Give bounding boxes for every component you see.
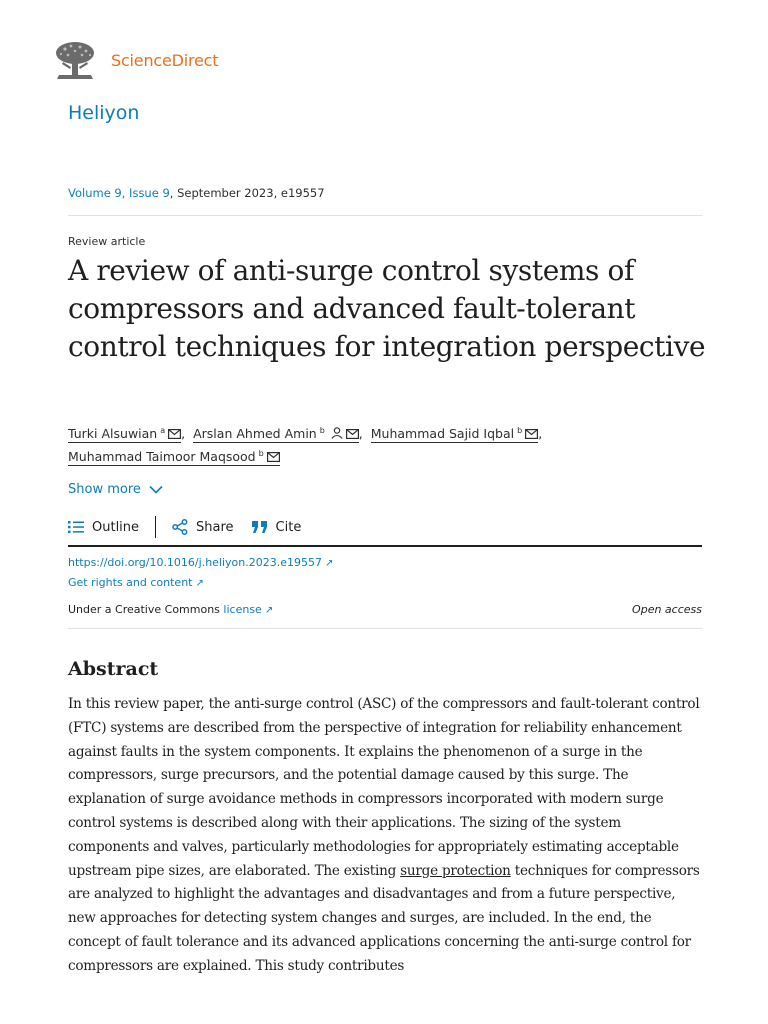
author-name: Muhammad Taimoor Maqsood (68, 449, 256, 465)
author-link[interactable] (68, 422, 181, 443)
cite-button[interactable] (252, 520, 302, 535)
external-link-icon: ↗ (195, 578, 204, 589)
abstract-heading: Abstract (68, 658, 159, 680)
mail-icon (346, 429, 359, 439)
abstract-text (68, 693, 704, 979)
author-link[interactable] (193, 422, 359, 443)
chevron-down-icon (149, 485, 163, 494)
site-header (53, 40, 218, 80)
license-prefix: Under a Creative Commons (68, 603, 224, 616)
volume-issue-link[interactable]: Volume 9, Issue 9 (68, 186, 170, 200)
rights-link[interactable] (68, 576, 204, 589)
show-more-button[interactable] (68, 482, 163, 497)
author-link[interactable] (68, 445, 280, 466)
quote-icon (252, 521, 268, 534)
sciencedirect-logo-text[interactable]: ScienceDirect (111, 50, 219, 70)
list-icon (68, 520, 84, 534)
divider (68, 628, 702, 629)
share-label: Share (196, 519, 234, 535)
share-button[interactable] (172, 519, 234, 535)
doi-text: https://doi.org/10.1016/j.heliyon.2023.e19557 (68, 556, 322, 569)
affiliation-sup: b (258, 449, 264, 459)
author-list (68, 422, 708, 468)
separator: , (181, 426, 186, 442)
affiliation-sup: a (160, 426, 166, 435)
toolbar-underline (68, 545, 702, 547)
issue-details: , September 2023, e19557 (169, 186, 325, 200)
journal-title-link[interactable]: Heliyon (68, 102, 140, 124)
share-icon (172, 519, 188, 535)
author-name: Turki Alsuwian (68, 426, 158, 442)
license-line (68, 603, 273, 616)
surge-protection-link[interactable]: surge protection (400, 862, 511, 879)
open-access-label: Open access (632, 603, 702, 616)
show-more-label: Show more (68, 482, 141, 497)
separator: , (358, 426, 363, 442)
license-text: license (223, 603, 262, 616)
author-name: Muhammad Sajid Iqbal (370, 426, 515, 442)
affiliation-sup: b (319, 426, 325, 435)
external-link-icon: ↗ (325, 558, 334, 569)
mail-icon (267, 452, 280, 462)
mail-icon (168, 429, 181, 439)
article-toolbar (68, 515, 301, 539)
author-link[interactable] (371, 422, 538, 443)
abstract-text-part: techniques for compressors are analyzed to highlight the advantages and disadvantages and from a future perspective, new approaches for detecting system changes and surges, are included. In the end, the concept of fault tolerance and its advanced applications concerning the anti-surge control for compressors are explained. This study contributes (68, 862, 700, 974)
author-name: Arslan Ahmed Amin (193, 426, 317, 442)
outline-label: Outline (92, 519, 140, 535)
article-type: Review article (68, 235, 146, 248)
doi-link[interactable] (68, 556, 333, 569)
abstract-text-part: In this review paper, the anti-surge control (ASC) of the compressors and fault-tolerant control (FTC) systems are described from the perspective of integration for reliability enhancement against faults in the system components. It explains the phenomenon of a surge in the compressors, surge precursors, and the potential damage caused by this surge. The explanation of surge avoidance methods in compressors incorporated with modern surge control systems is described along with their applications. The sizing of the system components and valves, particularly methodologies for appropriately estimating acceptable upstream pipe sizes, are elaborated. The existing (68, 696, 700, 879)
separator: , (538, 426, 543, 442)
mail-icon (525, 429, 538, 439)
cite-label: Cite (275, 519, 302, 535)
outline-button[interactable] (68, 520, 139, 535)
elsevier-tree-icon[interactable] (53, 40, 97, 80)
external-link-icon: ↗ (264, 605, 274, 616)
person-icon (331, 427, 343, 439)
affiliation-sup: b (517, 426, 523, 435)
divider (68, 215, 702, 216)
rights-text: Get rights and content (68, 576, 193, 589)
toolbar-divider (155, 516, 156, 538)
license-link[interactable] (223, 603, 273, 616)
issue-info (68, 186, 325, 200)
article-title: A review of anti-surge control systems of compressors and advanced fault-tolerant control techniques for integration perspective (68, 254, 706, 363)
